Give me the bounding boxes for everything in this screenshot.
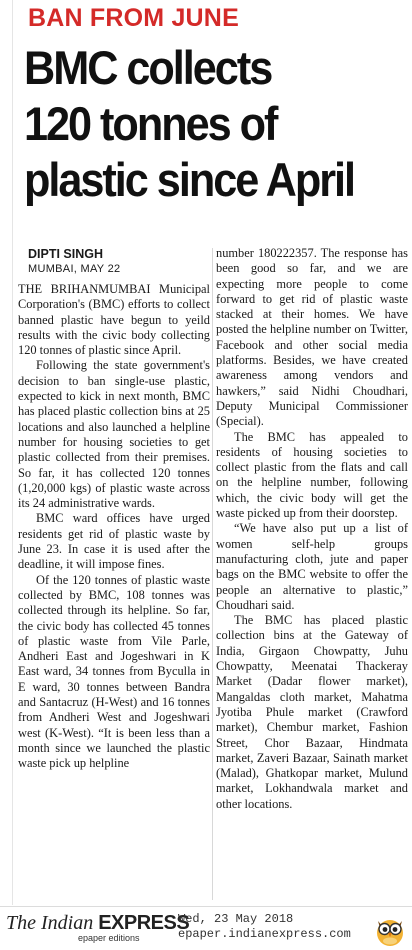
publication-name-italic: The Indian xyxy=(6,912,99,934)
headline-line: 120 tonnes of xyxy=(24,97,277,150)
adjacent-article-strip xyxy=(0,0,13,905)
body-paragraph: BMC ward offices have urged residents get rid of plastic waste by June 23. In case it is used after the deadline, it will impose fines. xyxy=(18,511,210,572)
body-paragraph: The BMC has placed plastic collection bins at the Gateway of India, Girgaon Chowpatty, Juhu Chowpatty, Meenatai Thackeray Market (Dadar flower market), Mangaldas cloth market, Mahatma Jyotiba Phule market (Crawford market), Chembur market, Fashion Street, Chor Bazaar, Hindmata market, Zaveri Bazaar, Sainath market (Malad), Ghatkopar market, Mulund market, Lokhandwala market and other locations. xyxy=(216,613,408,811)
owl-icon xyxy=(372,911,408,947)
headline-line: BMC collects xyxy=(24,41,272,94)
epaper-footer xyxy=(0,906,412,950)
headline-line: plastic since April xyxy=(24,153,355,206)
dateline: MUMBAI, MAY 22 xyxy=(28,263,121,275)
body-paragraph: number 180222357. The response has been good so far, and we are expecting more people to come forward to get rid of plastic waste stacked at their homes. We have posted the helpline number on Twitter, Facebook and other social media platforms. Besides, we have created awareness among vendors and hawkers,” said Nidhi Choudhari, Deputy Municipal Commissioner (Special). xyxy=(216,246,408,429)
publication-name xyxy=(6,912,189,934)
column-divider xyxy=(212,248,213,900)
article-column-1 xyxy=(18,282,210,772)
article-kicker: BAN FROM JUNE xyxy=(28,4,239,32)
body-paragraph: “We have also put up a list of women self-help groups manufacturing cloth, jute and paper bags on the BMC website to offer the people an alternative to plastic,” Choudhari said. xyxy=(216,521,408,612)
article-column-2 xyxy=(216,246,408,812)
article-headline xyxy=(24,40,381,208)
author-name: DIPTI SINGH xyxy=(28,247,104,261)
publication-name-bold: EXPRESS xyxy=(98,912,190,934)
edition-url[interactable]: epaper.indianexpress.com xyxy=(178,927,351,941)
byline xyxy=(28,246,228,277)
body-paragraph: THE BRIHANMUMBAI Municipal Corporation's (BMC) efforts to collect banned plastic have begun to yeild results with the civic body collecting 120 tonnes of plastic since April. xyxy=(18,282,210,358)
edition-date: Wed, 23 May 2018 xyxy=(178,912,294,926)
edition-meta xyxy=(178,912,351,942)
body-paragraph: The BMC has appealed to residents of housing societies to collect plastic from the flats and call on the helpline number, following which, the civic body will get the waste picked up from their doorstep. xyxy=(216,429,408,521)
body-paragraph: Of the 120 tonnes of plastic waste collected by BMC, 108 tonnes was collected through its helpline. So far, the civic body has collected 45 tonnes of plastic waste from Vile Parle, Andheri East and Jogeshwari in K East ward, 34 tonnes from Byculla in E ward, 30 tonnes between Bandra and Santacruz (H-West) and 16 tonnes from Andheri West and Jogeshwari west (K-West). “It is been less than a month since we launched the plastic waste pick up helpline xyxy=(18,572,210,771)
edition-label: epaper editions xyxy=(78,933,140,943)
body-paragraph: Following the state government's decision to ban single-use plastic, expected to kick in next month, BMC has placed plastic collection bins at 25 locations and also launched a helpline number for housing societies to get plastic collected from their premises. So far, it has collected 120 tonnes (1,20,000 kgs) of plastic waste across its 24 administrative wards. xyxy=(18,358,210,511)
publication-logo[interactable] xyxy=(6,912,189,943)
